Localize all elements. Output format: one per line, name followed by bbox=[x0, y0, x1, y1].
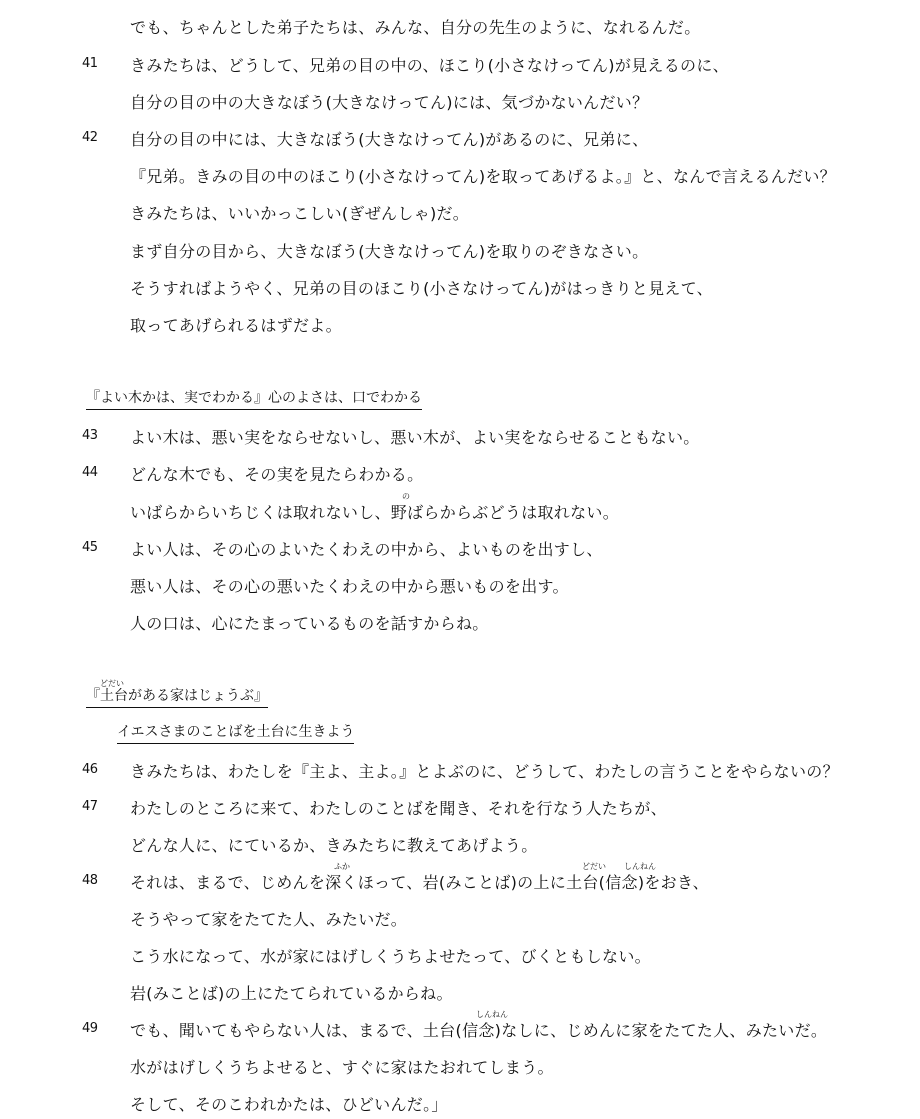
section-heading: 『よい木かは、実でわかる』心のよさは、口でわかる bbox=[86, 389, 422, 410]
verse-number: 49 bbox=[82, 1021, 98, 1036]
verse-number: 46 bbox=[82, 762, 98, 777]
ruby-annotation: ふか bbox=[334, 862, 350, 871]
verse-number: 43 bbox=[82, 428, 98, 443]
text-line bbox=[0, 161, 920, 191]
verse-number: 45 bbox=[82, 540, 98, 555]
text-line bbox=[0, 50, 920, 80]
verse-text: いばらからいちじくは取れないし、野ばらからぶどうは取れない。 bbox=[130, 503, 620, 522]
verse-text: 水がはげしくうちよせると、すぐに家はたおれてしまう。 bbox=[130, 1058, 554, 1077]
text-line bbox=[0, 236, 920, 266]
verse-number: 44 bbox=[82, 465, 98, 480]
text-line bbox=[0, 422, 920, 452]
verse-text: 『兄弟。きみの目の中のほこり(小さなけってん)を取ってあげるよ。』と、なんで言えるんだい？ bbox=[130, 167, 836, 186]
verse-text: そうすればようやく、兄弟の目のほこり(小さなけってん)がはっきりと見えて、 bbox=[130, 279, 713, 298]
ruby-annotation: どだい bbox=[100, 679, 124, 688]
verse-text: 取ってあげられるはずだよ。 bbox=[130, 316, 342, 335]
verse-text: 悪い人は、その心の悪いたくわえの中から悪いものを出す。 bbox=[130, 577, 569, 596]
text-line bbox=[0, 904, 920, 934]
text-line bbox=[0, 87, 920, 117]
verse-text: まず自分の目から、大きなぼう(大きなけってん)を取りのぞきなさい。 bbox=[130, 242, 649, 261]
verse-text: 自分の目の中の大きなぼう(大きなけってん)には、気づかないんだい？ bbox=[130, 93, 649, 112]
text-line bbox=[0, 978, 920, 1008]
verse-number: 41 bbox=[82, 56, 98, 71]
verse-number: 47 bbox=[82, 799, 98, 814]
verse-text: でも、聞いてもやらない人は、まるで、土台(信念)なしに、じめんに家をたてた人、みたいだ。 bbox=[130, 1021, 828, 1040]
text-line bbox=[0, 608, 920, 638]
verse-text: きみたちは、どうして、兄弟の目の中の、ほこり(小さなけってん)が見えるのに、 bbox=[130, 56, 729, 75]
verse-text: でも、ちゃんとした弟子たちは、みんな、自分の先生のように、なれるんだ。 bbox=[130, 18, 701, 37]
ruby-annotation: しんねん bbox=[476, 1010, 508, 1019]
ruby-annotation: の bbox=[402, 492, 410, 501]
verse-text: こう水になって、水が家にはげしくうちよせたって、びくともしない。 bbox=[130, 947, 651, 966]
verse-text: 自分の目の中には、大きなぼう(大きなけってん)があるのに、兄弟に、 bbox=[130, 130, 649, 149]
section-heading: 『土台がある家はじょうぶ』 bbox=[86, 687, 268, 708]
text-line bbox=[0, 571, 920, 601]
text-line bbox=[0, 1010, 920, 1045]
text-line bbox=[0, 941, 920, 971]
text-line bbox=[0, 1089, 920, 1119]
verse-text: どんな木でも、その実を見たらわかる。 bbox=[130, 465, 424, 484]
text-line bbox=[0, 1052, 920, 1082]
verse-text: よい人は、その心のよいたくわえの中から、よいものを出すし、 bbox=[130, 540, 603, 559]
text-line bbox=[0, 198, 920, 228]
text-line bbox=[0, 830, 920, 860]
verse-text: どんな人に、にているか、きみたちに教えてあげよう。 bbox=[130, 836, 538, 855]
text-line bbox=[0, 273, 920, 303]
verse-text: それは、まるで、じめんを深くほって、岩(みことば)の上に土台(信念)をおき、 bbox=[130, 873, 709, 892]
text-line bbox=[0, 534, 920, 564]
text-line bbox=[0, 492, 920, 527]
ruby-annotation: しんねん bbox=[624, 862, 656, 871]
text-line bbox=[0, 310, 920, 340]
text-line bbox=[0, 459, 920, 489]
text-line bbox=[0, 756, 920, 786]
verse-text: よい木は、悪い実をならせないし、悪い木が、よい実をならせることもない。 bbox=[130, 428, 700, 447]
verse-text: きみたちは、いいかっこしい(ぎぜんしゃ)だ。 bbox=[130, 204, 470, 223]
verse-text: そして、そのこわれかたは、ひどいんだ。」 bbox=[130, 1095, 448, 1114]
verse-text: そうやって家をたてた人、みたいだ。 bbox=[130, 910, 408, 929]
verse-text: 人の口は、心にたまっているものを話すからね。 bbox=[130, 614, 489, 633]
section-subheading: イエスさまのことばを土台に生きよう bbox=[117, 723, 354, 744]
text-line bbox=[0, 12, 920, 42]
verse-text: わたしのところに来て、わたしのことばを聞き、それを行なう人たちが、 bbox=[130, 799, 667, 818]
text-line bbox=[0, 862, 920, 897]
verse-text: 岩(みことば)の上にたてられているからね。 bbox=[130, 984, 453, 1003]
verse-number: 42 bbox=[82, 130, 98, 145]
ruby-annotation: どだい bbox=[582, 862, 606, 871]
text-line bbox=[0, 124, 920, 154]
verse-text: きみたちは、わたしを『主よ、主よ。』とよぶのに、どうして、わたしの言うことをやらないの？ bbox=[130, 762, 839, 781]
text-line bbox=[0, 793, 920, 823]
verse-number: 48 bbox=[82, 873, 98, 888]
